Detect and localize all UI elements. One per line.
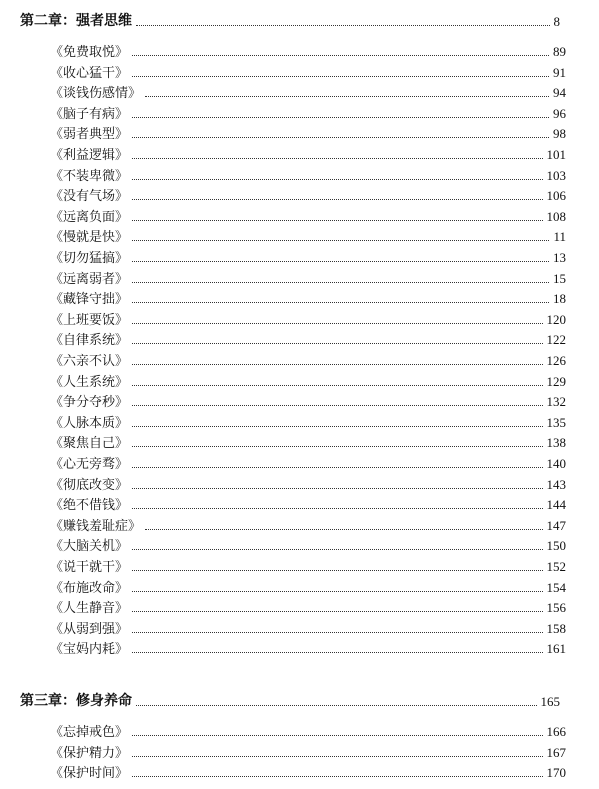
toc-entry-row[interactable] — [50, 328, 566, 348]
dot-leader — [132, 756, 542, 757]
entry-page-number: 11 — [553, 229, 566, 245]
chapter-heading-row[interactable] — [20, 690, 560, 710]
entry-title: 《上班要饭》 — [50, 312, 129, 328]
entry-title: 《人生系统》 — [50, 374, 129, 390]
dot-leader — [132, 467, 542, 468]
entry-title: 《慢就是快》 — [50, 230, 129, 246]
entry-title: 《绝不借钱》 — [50, 498, 129, 514]
toc-entry-row[interactable] — [50, 576, 566, 596]
dot-leader — [132, 611, 542, 612]
toc-entry-row[interactable] — [50, 596, 566, 616]
chapter-page-number: 165 — [540, 694, 560, 709]
entry-title: 《人生静音》 — [50, 601, 129, 617]
chapter-heading-row[interactable] — [20, 10, 560, 30]
entry-title: 《远离负面》 — [50, 209, 129, 225]
entry-title: 《布施改命》 — [50, 580, 129, 596]
toc-entry-row[interactable] — [50, 40, 566, 60]
entry-title: 《人脉本质》 — [50, 415, 129, 431]
toc-entry-row[interactable] — [50, 637, 566, 657]
dot-leader — [145, 529, 542, 530]
dot-leader — [132, 426, 542, 427]
toc-entry-row[interactable] — [50, 761, 566, 781]
entry-title: 《利益逻辑》 — [50, 148, 129, 163]
dot-leader — [132, 137, 549, 138]
entry-title: 《远离弱者》 — [50, 271, 129, 287]
entry-page-number: 18 — [553, 291, 566, 307]
entry-page-number: 101 — [546, 147, 566, 162]
entry-title: 《弱者典型》 — [50, 127, 129, 143]
toc-entry-row[interactable] — [50, 267, 566, 287]
toc-entry-row[interactable] — [50, 431, 566, 451]
dot-leader — [132, 446, 542, 447]
dot-leader — [136, 25, 550, 26]
toc-entry-row[interactable] — [50, 164, 566, 184]
entry-page-number: 135 — [546, 414, 566, 430]
dot-leader — [132, 343, 542, 344]
toc-entry-row[interactable] — [50, 122, 566, 142]
toc-entry-row[interactable] — [50, 246, 566, 266]
entry-title: 《脑子有病》 — [50, 106, 129, 122]
entry-page-number: 143 — [546, 476, 566, 492]
toc-entry-row[interactable] — [50, 143, 566, 163]
dot-leader — [132, 220, 542, 221]
toc-entry-row[interactable] — [50, 534, 566, 554]
entry-page-number: 126 — [546, 353, 566, 368]
dot-leader — [136, 705, 537, 706]
entry-page-number: 89 — [553, 44, 566, 59]
toc-entry-row[interactable] — [50, 741, 566, 761]
entry-page-number: 96 — [553, 105, 566, 121]
dot-leader — [132, 776, 542, 777]
entry-title: 《赚钱羞耻症》 — [50, 518, 142, 534]
entry-page-number: 15 — [553, 270, 566, 286]
entry-title: 《忘掉戒色》 — [50, 725, 129, 740]
dot-leader — [132, 55, 549, 56]
dot-leader — [132, 652, 542, 653]
dot-leader — [145, 96, 549, 97]
toc-entry-row[interactable] — [50, 514, 566, 534]
toc-entry-row[interactable] — [50, 390, 566, 410]
toc-entry-row[interactable] — [50, 555, 566, 575]
dot-leader — [132, 282, 549, 283]
entry-title: 《免费取悦》 — [50, 45, 129, 60]
dot-leader — [132, 240, 549, 241]
toc-entry-row[interactable] — [50, 225, 566, 245]
entry-page-number: 154 — [546, 579, 566, 595]
toc-entry-row[interactable] — [50, 61, 566, 81]
toc-entry-row[interactable] — [50, 349, 566, 369]
dot-leader — [132, 117, 549, 118]
entry-title: 《彻底改变》 — [50, 477, 129, 493]
dot-leader — [132, 364, 542, 365]
entry-title: 《保护精力》 — [50, 745, 129, 761]
entry-title: 《切勿猛搞》 — [50, 251, 129, 266]
entry-title: 《谈钱伤感情》 — [50, 86, 142, 102]
entry-title: 《没有气场》 — [50, 189, 129, 205]
entry-page-number: 129 — [546, 373, 566, 389]
dot-leader — [132, 323, 542, 324]
toc-entry-row[interactable] — [50, 287, 566, 307]
entry-title: 《收心猛干》 — [50, 65, 129, 81]
entry-title: 《六亲不认》 — [50, 354, 129, 369]
entry-page-number: 98 — [553, 126, 566, 142]
entry-title: 《宝妈内耗》 — [50, 642, 129, 658]
toc-entry-row[interactable] — [50, 102, 566, 122]
entry-page-number: 158 — [546, 620, 566, 636]
dot-leader — [132, 76, 549, 77]
entry-title: 《争分夺秒》 — [50, 395, 129, 411]
entry-page-number: 91 — [553, 64, 566, 80]
dot-leader — [132, 488, 542, 489]
dot-leader — [132, 385, 542, 386]
entry-page-number: 13 — [553, 250, 566, 265]
dot-leader — [132, 591, 542, 592]
entry-page-number: 166 — [546, 724, 566, 739]
toc-entry-row[interactable] — [50, 473, 566, 493]
toc-entry-row[interactable] — [50, 308, 566, 328]
entry-page-number: 122 — [546, 332, 566, 348]
entry-page-number: 170 — [546, 765, 566, 781]
dot-leader — [132, 158, 542, 159]
dot-leader — [132, 302, 549, 303]
chapter-title: 第三章：修身养命 — [20, 693, 132, 709]
entry-page-number: 144 — [546, 497, 566, 513]
toc-entry-row[interactable] — [50, 411, 566, 431]
entry-title: 《大脑关机》 — [50, 539, 129, 555]
entry-title: 《保护时间》 — [50, 766, 129, 782]
entry-page-number: 152 — [546, 559, 566, 574]
entry-page-number: 103 — [546, 167, 566, 183]
toc-entry-row[interactable] — [50, 452, 566, 472]
toc-entry-row[interactable] — [50, 81, 566, 101]
dot-leader — [132, 570, 542, 571]
entry-title: 《从弱到强》 — [50, 621, 129, 637]
entry-page-number: 147 — [546, 517, 566, 533]
dot-leader — [132, 632, 542, 633]
entry-title: 《说干就干》 — [50, 560, 129, 575]
entry-page-number: 106 — [546, 188, 566, 204]
toc-entry-row[interactable] — [50, 720, 566, 740]
entry-page-number: 167 — [546, 744, 566, 760]
dot-leader — [132, 179, 542, 180]
dot-leader — [132, 405, 542, 406]
entry-page-number: 161 — [546, 641, 566, 657]
dot-leader — [132, 735, 542, 736]
chapter-page-number: 8 — [553, 14, 560, 29]
toc-entry-row[interactable] — [50, 617, 566, 637]
entry-page-number: 94 — [553, 85, 566, 101]
entry-page-number: 120 — [546, 311, 566, 327]
chapter-title: 第二章：强者思维 — [20, 13, 132, 29]
entry-page-number: 150 — [546, 538, 566, 554]
entry-title: 《藏锋守拙》 — [50, 292, 129, 308]
entry-page-number: 140 — [546, 456, 566, 471]
dot-leader — [132, 549, 542, 550]
toc-entry-row[interactable] — [50, 493, 566, 513]
toc-entry-row[interactable] — [50, 370, 566, 390]
toc-entry-row[interactable] — [50, 205, 566, 225]
dot-leader — [132, 199, 542, 200]
entry-title: 《聚焦自己》 — [50, 436, 129, 452]
entry-page-number: 108 — [546, 208, 566, 224]
entry-page-number: 132 — [546, 394, 566, 410]
entry-title: 《自律系统》 — [50, 333, 129, 349]
entry-title: 《心无旁骛》 — [50, 457, 129, 472]
entry-page-number: 138 — [546, 435, 566, 451]
toc-entry-row[interactable] — [50, 184, 566, 204]
dot-leader — [132, 508, 542, 509]
entry-page-number: 156 — [546, 600, 566, 616]
dot-leader — [132, 261, 549, 262]
entry-title: 《不装卑微》 — [50, 168, 129, 184]
